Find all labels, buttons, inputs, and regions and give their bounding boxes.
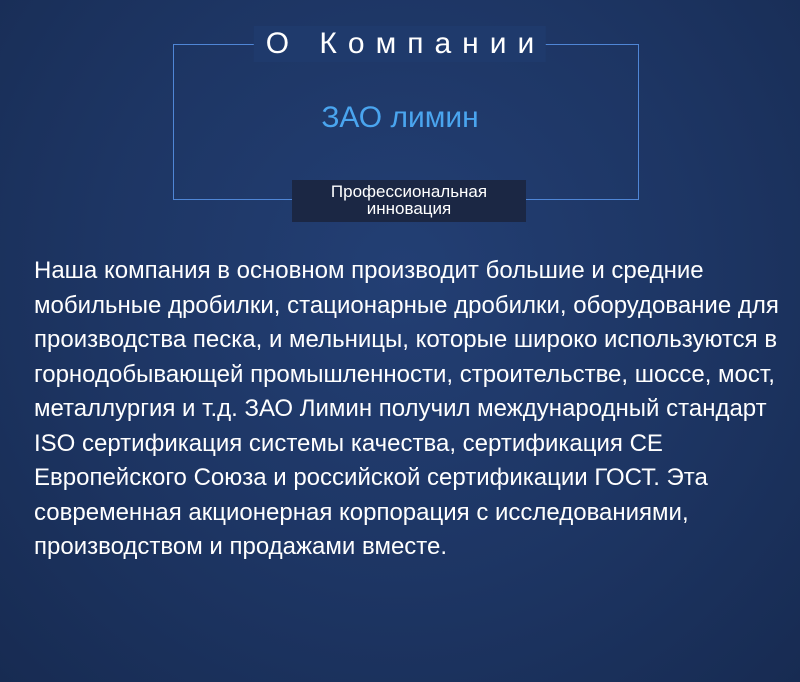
- tagline-line-2: инновация: [366, 199, 452, 218]
- tagline-line-1: Профессиональная: [330, 182, 488, 201]
- tagline-badge: [292, 180, 526, 222]
- section-title: [254, 26, 546, 62]
- section-title-text: О Компании: [265, 27, 546, 60]
- company-name: ЗАО лимин: [321, 101, 479, 134]
- company-description: Наша компания в основном производит большие и средние мобильные дробилки, стационарные дробилки, оборудование для производства песка, и мельницы, которые широко используются в горнодобывающей промышленности, строительстве, шоссе, мост, металлургия и т.д. ЗАО Лимин получил международный стандарт ISO сертификация системы качества, сертификация CE Европейского Союза и российской сертификации ГОСТ. Эта современная акционерная корпорация с исследованиями, производством и продажами вместе.: [34, 257, 779, 560]
- frame-bottom-line-right: [538, 199, 622, 200]
- frame-bottom-line-left: [195, 199, 279, 200]
